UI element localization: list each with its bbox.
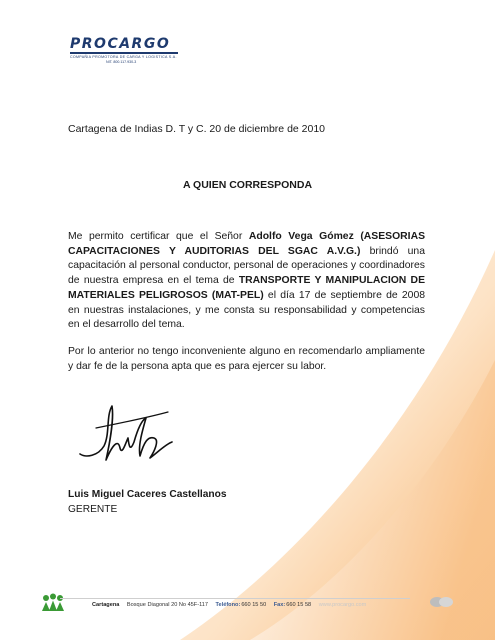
logo-nit: NIT. 800.117.930-3 <box>106 60 137 64</box>
footer-fax: 660 15 58 <box>286 602 312 608</box>
footer-tel-label: Teléfono: <box>215 602 241 608</box>
signer-title: GERENTE <box>68 504 118 515</box>
logo-wordmark: PROCARGO <box>70 36 171 52</box>
logo-tagline: COMPAÑIA PROMOTORA DE CARGA Y LOGISTICA S.A. <box>70 55 177 59</box>
date-line: Cartagena de Indias D. T y C. 20 de diciembre de 2010 <box>68 123 326 135</box>
footer-website: www.procargo.com <box>318 602 367 608</box>
p1-bold-1: Adolfo Vega Gómez (ASESORIAS CAPACITACIONES Y AUDITORIAS DEL SGAC A.V.G.) <box>68 231 425 257</box>
p1-text-1: Me permito certificar que el Señor <box>68 231 249 242</box>
footer-address: Bosque Diagonal 20 No 45F-117 <box>126 602 208 608</box>
footer-fax-label: Fax: <box>273 602 286 608</box>
people-logo-icon <box>40 593 66 613</box>
handwritten-signature <box>76 398 176 472</box>
footer-city: Cartagena <box>92 602 120 608</box>
procargo-logo <box>70 37 190 64</box>
signer-name: Luis Miguel Caceres Castellanos <box>68 489 227 500</box>
body-paragraph-2: Por lo anterior no tengo inconveniente alguno en recomendarlo ampliamente y dar fe de la persona apta que es para ejercer su labor. <box>68 345 425 372</box>
footer-contact <box>92 602 372 608</box>
p1-text-2: brindó una capacitación al personal conductor, personal de operaciones y coordinadores de nuestra empresa en el tema de <box>68 245 425 287</box>
body-paragraph-1 <box>68 230 425 333</box>
logo-underline <box>70 52 178 54</box>
footer-tel: 660 15 50 <box>241 602 267 608</box>
letter-heading: A QUIEN CORRESPONDA <box>182 179 313 191</box>
footer-divider <box>60 598 410 599</box>
certification-logo-icon <box>428 596 454 608</box>
p1-text-3: el día 17 de septiembre de 2008 en nuestras instalaciones, y me consta su responsabilidad y competencias en el desarrollo del tema. <box>68 289 425 331</box>
signer-block <box>68 487 227 517</box>
p1-bold-2: TRANSPORTE Y MANIPULACION DE MATERIALES PELIGROSOS (MAT-PEL) <box>68 275 425 301</box>
letter-body <box>68 230 425 386</box>
